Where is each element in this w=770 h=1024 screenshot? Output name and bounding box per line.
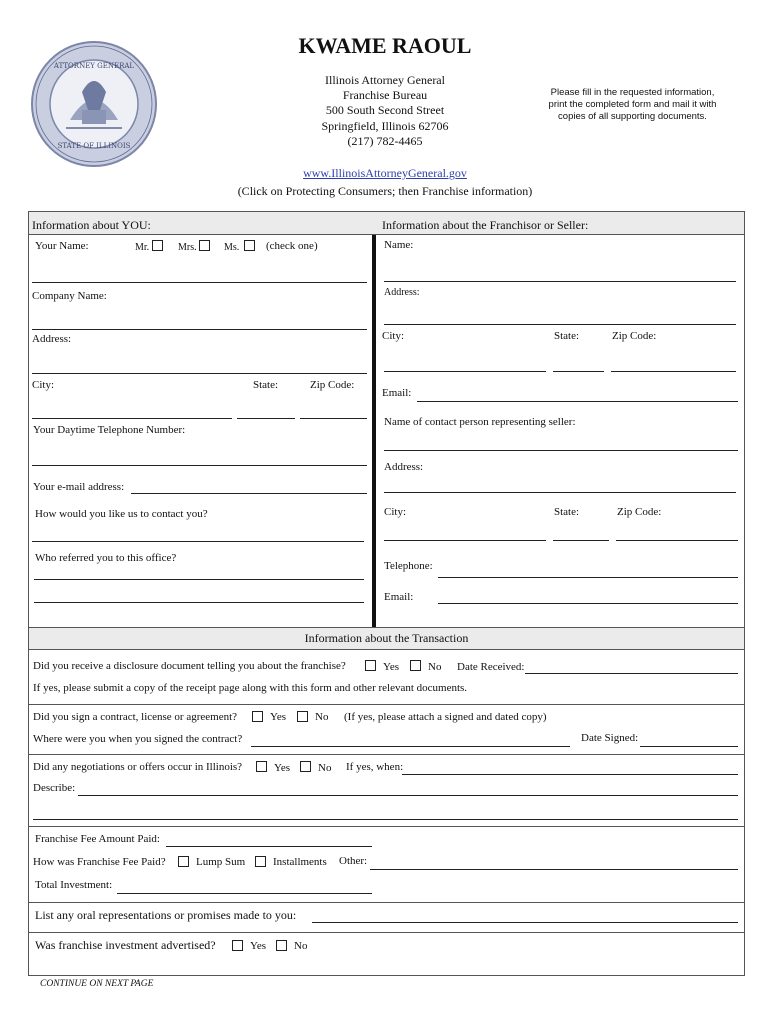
seller-city-label: City: <box>382 330 405 342</box>
seller-email-line[interactable] <box>417 401 738 402</box>
contact-state-label: State: <box>554 506 580 518</box>
check-one-note: (check one) <box>266 240 318 252</box>
email-line[interactable] <box>131 493 367 494</box>
fee-paid-line[interactable] <box>166 846 372 847</box>
phone-label: Your Daytime Telephone Number: <box>33 424 186 436</box>
contact-email-line[interactable] <box>438 603 738 604</box>
your-city-label: City: <box>32 379 55 391</box>
your-zip-line[interactable] <box>300 418 367 419</box>
mrs-checkbox[interactable] <box>199 240 210 251</box>
advertised-no-checkbox[interactable] <box>276 940 287 951</box>
seller-state-label: State: <box>554 330 580 342</box>
column-divider <box>372 235 376 627</box>
advertised-yes-checkbox[interactable] <box>232 940 243 951</box>
disclosure-no-checkbox[interactable] <box>410 660 421 671</box>
instructions-line-3: copies of all supporting documents. <box>558 111 707 122</box>
ms-checkbox[interactable] <box>244 240 255 251</box>
contact-state-line[interactable] <box>553 540 609 541</box>
divider <box>29 826 744 827</box>
disclosure-yes-label: Yes <box>383 661 400 673</box>
continue-note: CONTINUE ON NEXT PAGE <box>40 979 154 989</box>
describe-line-1[interactable] <box>78 795 738 796</box>
divider <box>29 754 744 755</box>
referred-line-2[interactable] <box>34 602 364 603</box>
your-zip-label: Zip Code: <box>310 379 355 391</box>
seller-name-label: Name: <box>384 239 414 251</box>
how-paid-label: How was Franchise Fee Paid? <box>33 856 166 868</box>
telephone-line[interactable] <box>438 577 738 578</box>
contact-pref-label: How would you like us to contact you? <box>35 508 208 520</box>
contact-city-label: City: <box>384 506 407 518</box>
mr-checkbox[interactable] <box>152 240 163 251</box>
if-yes-when-label: If yes, when: <box>346 761 404 773</box>
date-signed-line[interactable] <box>640 746 738 747</box>
lump-sum-label: Lump Sum <box>196 856 246 868</box>
disclosure-yes-checkbox[interactable] <box>365 660 376 671</box>
contact-zip-label: Zip Code: <box>617 506 662 518</box>
seller-address-label: Address: <box>384 287 420 298</box>
instructions-line-1: Please fill in the requested information, <box>550 87 715 98</box>
your-city-line[interactable] <box>32 418 232 419</box>
negotiations-no-checkbox[interactable] <box>300 761 311 772</box>
date-received-label: Date Received: <box>457 661 525 673</box>
street-address: 500 South Second Street <box>325 103 445 117</box>
your-state-line[interactable] <box>237 418 295 419</box>
if-yes-when-line[interactable] <box>402 774 738 775</box>
negotiations-yes-label: Yes <box>274 762 291 774</box>
other-line[interactable] <box>370 869 738 870</box>
contract-yes-checkbox[interactable] <box>252 711 263 722</box>
seller-heading: Information about the Franchisor or Seller: <box>382 218 589 232</box>
where-signed-label: Where were you when you signed the contract? <box>33 733 243 745</box>
seller-city-line[interactable] <box>384 371 546 372</box>
attorney-general-seal <box>30 40 158 168</box>
company-name-line[interactable] <box>32 329 367 330</box>
seller-zip-line[interactable] <box>611 371 736 372</box>
instructions-line-2: print the completed form and mail it with <box>548 99 717 110</box>
oral-reps-line[interactable] <box>312 922 738 923</box>
ms-label: Ms. <box>224 242 240 253</box>
phone-number: (217) 782-4465 <box>347 134 423 148</box>
your-state-label: State: <box>253 379 279 391</box>
negotiations-no-label: No <box>318 762 332 774</box>
advertised-question: Was franchise investment advertised? <box>35 938 216 952</box>
total-investment-line[interactable] <box>117 893 372 894</box>
email-label: Your e-mail address: <box>33 481 125 493</box>
transaction-heading: Information about the Transaction <box>304 631 469 645</box>
referred-label: Who referred you to this office? <box>35 552 177 564</box>
total-investment-label: Total Investment: <box>35 879 113 891</box>
seller-email-label: Email: <box>382 387 412 399</box>
referred-line-1[interactable] <box>34 579 364 580</box>
contract-note: (If yes, please attach a signed and dated copy) <box>344 711 547 723</box>
contact-person-label: Name of contact person representing seller: <box>384 416 576 428</box>
phone-line[interactable] <box>32 465 367 466</box>
divider <box>29 932 744 933</box>
disclosure-question: Did you receive a disclosure document telling you about the franchise? <box>33 660 346 672</box>
you-heading: Information about YOU: <box>32 218 151 232</box>
advertised-no-label: No <box>294 940 308 952</box>
contact-city-line[interactable] <box>384 540 546 541</box>
contact-zip-line[interactable] <box>616 540 738 541</box>
your-name-label: Your Name: <box>35 240 89 252</box>
disclosure-note: If yes, please submit a copy of the receipt page along with this form and other relevant documents. <box>33 682 468 694</box>
disclosure-no-label: No <box>428 661 442 673</box>
negotiations-yes-checkbox[interactable] <box>256 761 267 772</box>
divider <box>29 902 744 903</box>
seller-zip-label: Zip Code: <box>612 330 657 342</box>
seller-address-line[interactable] <box>384 324 736 325</box>
advertised-yes-label: Yes <box>250 940 267 952</box>
describe-label: Describe: <box>33 782 76 794</box>
contact-address-label: Address: <box>384 461 424 473</box>
city-address: Springfield, Illinois 62706 <box>321 119 449 133</box>
contract-no-label: No <box>315 711 329 723</box>
mrs-label: Mrs. <box>178 242 197 253</box>
other-label: Other: <box>339 855 368 867</box>
mr-label: Mr. <box>135 242 150 253</box>
divider <box>29 704 744 705</box>
seller-name-line[interactable] <box>384 281 736 282</box>
bureau-name: Franchise Bureau <box>342 88 428 102</box>
where-signed-line[interactable] <box>251 746 570 747</box>
page-title: KWAME RAOUL <box>298 33 472 58</box>
svg-text:ATTORNEY GENERAL: ATTORNEY GENERAL <box>53 62 135 70</box>
installments-label: Installments <box>273 856 327 868</box>
installments-checkbox[interactable] <box>255 856 266 867</box>
seller-state-line[interactable] <box>553 371 604 372</box>
contract-yes-label: Yes <box>270 711 287 723</box>
date-signed-label: Date Signed: <box>581 732 639 744</box>
contact-email-label: Email: <box>384 591 414 603</box>
telephone-label: Telephone: <box>384 560 433 572</box>
lump-sum-checkbox[interactable] <box>178 856 189 867</box>
oral-reps-label: List any oral representations or promises made to you: <box>35 908 297 922</box>
office-name: Illinois Attorney General <box>325 73 445 87</box>
contact-pref-line[interactable] <box>32 541 364 542</box>
describe-line-2[interactable] <box>33 819 738 820</box>
website-note: (Click on Protecting Consumers; then Franchise information) <box>237 184 533 198</box>
your-address-line[interactable] <box>32 373 367 374</box>
website-link[interactable]: www.IllinoisAttorneyGeneral.gov <box>303 166 467 180</box>
date-received-line[interactable] <box>525 673 738 674</box>
contract-question: Did you sign a contract, license or agreement? <box>33 711 238 723</box>
your-name-line[interactable] <box>32 282 367 283</box>
fee-paid-label: Franchise Fee Amount Paid: <box>35 833 160 845</box>
contract-no-checkbox[interactable] <box>297 711 308 722</box>
contact-address-line[interactable] <box>384 492 736 493</box>
company-name-label: Company Name: <box>32 290 107 302</box>
your-address-label: Address: <box>32 333 72 345</box>
transaction-section <box>28 627 745 976</box>
contact-person-line[interactable] <box>384 450 738 451</box>
negotiations-question: Did any negotiations or offers occur in Illinois? <box>33 761 243 773</box>
svg-text:STATE OF ILLINOIS: STATE OF ILLINOIS <box>57 142 131 150</box>
